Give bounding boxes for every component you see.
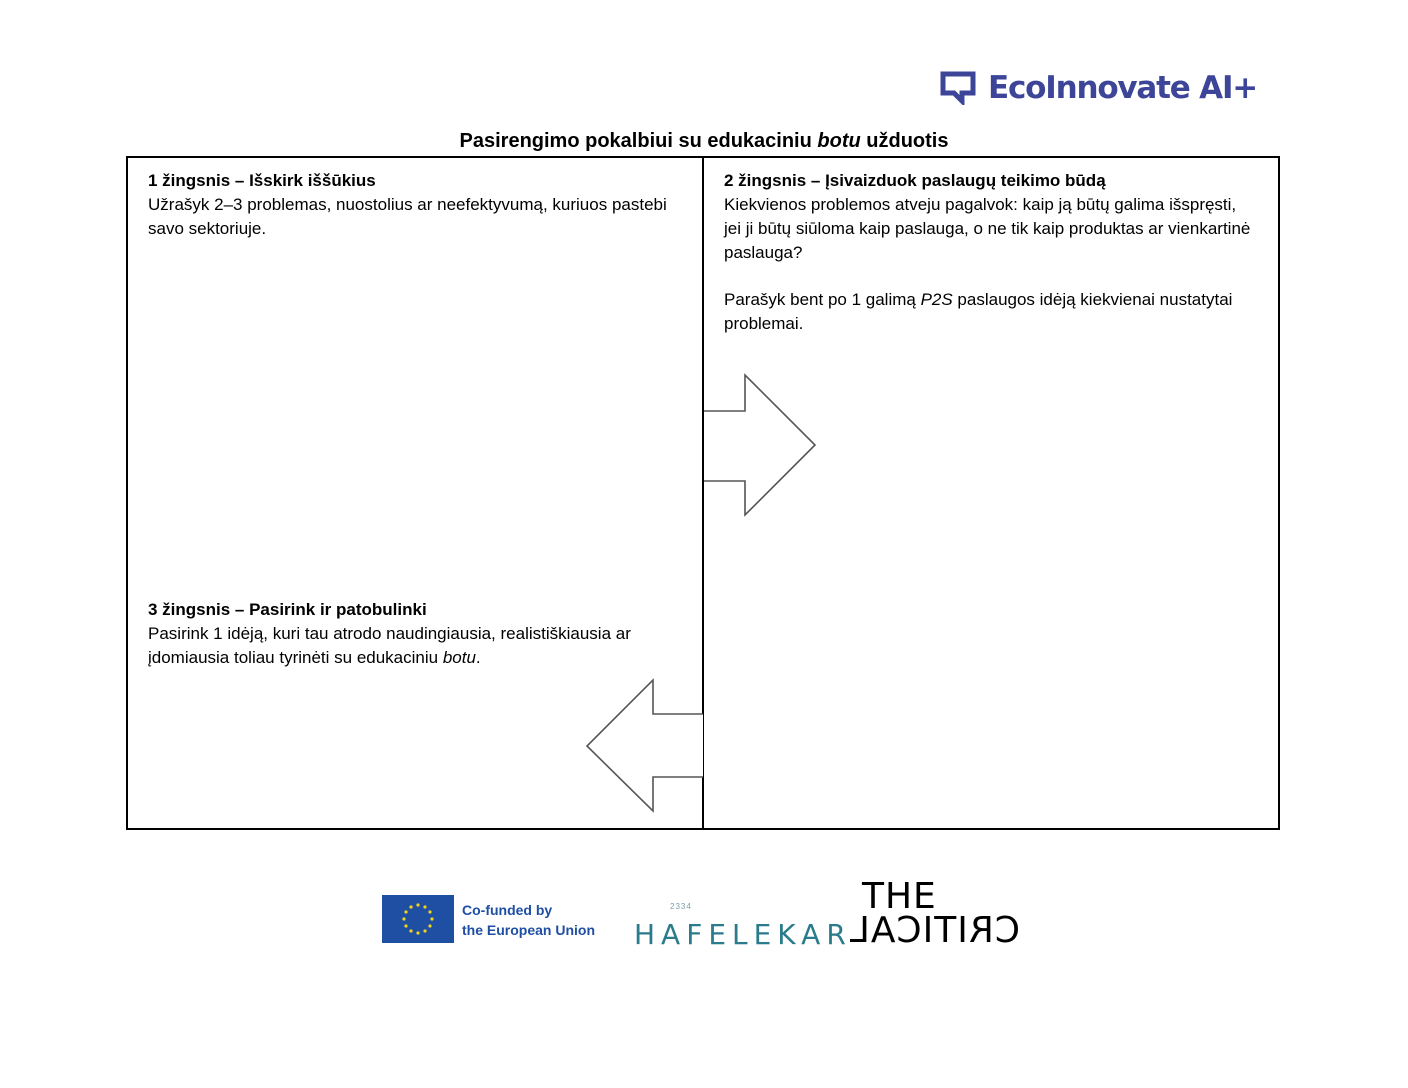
page-title [0,130,1408,153]
step-3-body-italic: botu [442,648,476,667]
step-2-body-2-prefix: Parašyk bent po 1 galimą [724,290,921,309]
step-2-title: 2 žingsnis – Įsivaizduok paslaugų teikimo būdą [724,171,1106,190]
title-prefix: Pasirengimo pokalbiui su edukaciniu [459,130,818,152]
the-critical-logo-the: THE [862,876,937,917]
step-3-title: 3 žingsnis – Pasirink ir patobulinki [148,600,427,619]
step-3-body-suffix: . [475,648,481,667]
speech-bubble-icon [940,71,978,105]
eu-line-1: Co-funded by [462,902,553,918]
step-1-cell [148,169,688,241]
eu-flag-icon [382,895,454,943]
ecoinnovate-logo [940,68,1257,108]
brand-name: EcoInnovate AI+ [988,70,1258,106]
eu-cofunded-label [462,900,595,940]
step-3-cell [148,598,688,670]
step-2-body-2-suffix: paslaugos idėją kiekvienai nustatytai problemai. [724,290,1233,333]
right-arrow-icon [700,372,820,518]
eu-line-2: the European Union [462,922,595,938]
title-italic: botu [817,130,861,152]
step-2-cell [724,169,1254,336]
step-1-title: 1 žingsnis – Išskirk iššūkius [148,171,376,190]
title-suffix: užduotis [860,130,949,152]
hafelekar-year: 2334 [670,902,692,911]
step-2-body: Kiekvienos problemos atveju pagalvok: kaip ją būtų galima išspręsti, jei ji būtų siūloma kaip paslauga, o ne tik kaip produktas ar vienkartinė paslauga? [724,195,1251,262]
step-3-body-prefix: Pasirink 1 idėją, kuri tau atrodo naudingiausia, realistiškiausia ar įdomiausia toliau tyrinėti su edukaciniu [148,624,631,667]
left-arrow-icon [583,677,707,813]
the-critical-logo-critical: CRITICAL [848,910,1020,951]
hafelekar-logo: HAFELEKAR [634,918,852,951]
step-1-body: Užrašyk 2–3 problemas, nuostolius ar neefektyvumą, kuriuos pastebi savo sektoriuje. [148,195,667,238]
step-2-body-2 [724,288,1254,336]
step-2-body-2-italic: P2S [920,290,953,309]
step-3-body [148,622,688,670]
